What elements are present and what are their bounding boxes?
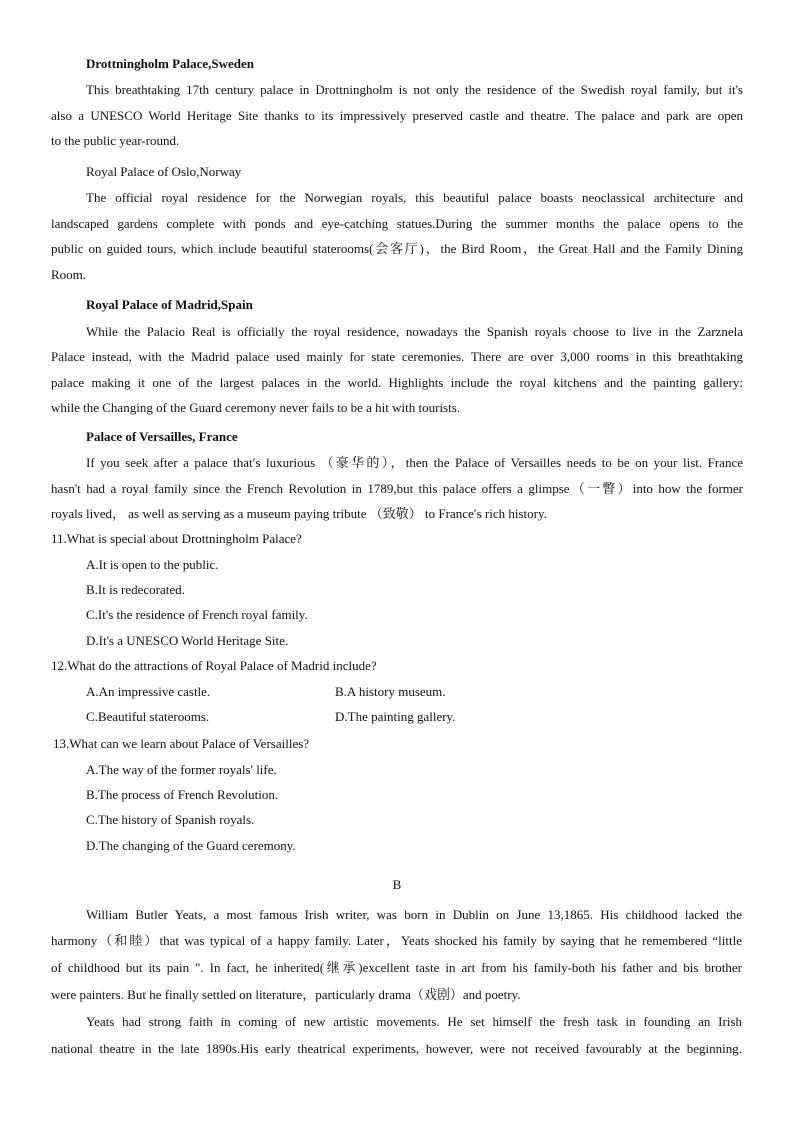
question-12-option-a: A.An impressive castle. <box>86 684 211 699</box>
paragraph-line: were painters. But he finally settled on literature，particularly drama（戏剧）and poetry. <box>51 987 521 1002</box>
heading-madrid: Royal Palace of Madrid,Spain <box>86 297 253 312</box>
paragraph-line: While the Palacio Real is officially the royal residence, nowadays the Spanish royals choose to live in the Zarznela <box>86 324 743 339</box>
question-13-stem: 13.What can we learn about Palace of Versailles? <box>53 736 310 751</box>
question-12-stem: 12.What do the attractions of Royal Palace of Madrid include? <box>51 658 377 673</box>
question-13-option-a: A.The way of the former royals' life. <box>86 762 277 777</box>
question-11-option-d: D.It's a UNESCO World Heritage Site. <box>86 633 289 648</box>
paragraph-line: Yeats had strong faith in coming of new artistic movements. He set himself the fresh task in founding an Irish <box>86 1014 742 1029</box>
question-12-option-c: C.Beautiful staterooms. <box>86 709 210 724</box>
question-13-option-d: D.The changing of the Guard ceremony. <box>86 838 296 853</box>
question-11-option-a: A.It is open to the public. <box>86 557 219 572</box>
question-13-option-b: B.The process of French Revolution. <box>86 787 279 802</box>
paragraph-line: palace making it one of the largest palaces in the world. Highlights include the royal kitchens and the painting gallery: <box>51 375 743 390</box>
paragraph-line: This breathtaking 17th century palace in Drottningholm is not only the residence of the Swedish royal family, but it's <box>86 82 743 97</box>
section-label-b: B <box>392 877 402 892</box>
paragraph-line: If you seek after a palace that′s luxurious （豪华的），then the Palace of Versailles needs to be on your list. France <box>86 455 743 470</box>
paragraph-line: while the Changing of the Guard ceremony never fails to be a hit with tourists. <box>51 400 461 415</box>
question-11-stem: 11.What is special about Drottningholm Palace? <box>51 531 302 546</box>
paragraph-line: hasn't had a royal family since the French Revolution in 1789,but this palace offers a glimpse（一瞥）into how the former <box>51 481 743 496</box>
paragraph-line: Room. <box>51 267 87 282</box>
paragraph-line: national theatre in the late 1890s.His early theatrical experiments, however, were not received favourably at the beginning. <box>51 1041 742 1056</box>
paragraph-line: to the public year-round. <box>51 133 180 148</box>
paragraph-line: also a UNESCO World Heritage Site thanks to its impressively preserved castle and theatre. The palace and park are open <box>51 108 743 123</box>
question-11-option-b: B.It is redecorated. <box>86 582 185 597</box>
question-12-option-b: B.A history museum. <box>335 684 446 699</box>
question-11-option-c: C.It's the residence of French royal family. <box>86 607 308 622</box>
heading-versailles: Palace of Versailles, France <box>86 429 238 444</box>
paragraph-line: Palace instead, with the Madrid palace used mainly for state ceremonies. There are over 3,000 rooms in this breathtaking <box>51 349 743 364</box>
paragraph-line: William Butler Yeats, a most famous Irish writer, was born in Dublin on June 13,1865. His childhood lacked the <box>86 907 742 922</box>
paragraph-line: public on guided tours, which include beautiful staterooms(会客厅)，the Bird Room，the Great Hall and the Family Dining <box>51 241 743 256</box>
paragraph-line: harmony（和睦）that was typical of a happy family. Later，Yeats shocked his family by saying that he remembered “little <box>51 933 742 948</box>
paragraph-line: landscaped gardens complete with ponds and eye-catching statues.During the summer months the palace opens to the <box>51 216 743 231</box>
heading-oslo: Royal Palace of Oslo,Norway <box>86 164 242 179</box>
heading-drottningholm: Drottningholm Palace,Sweden <box>86 56 255 71</box>
paragraph-line: The official royal residence for the Norwegian royals, this beautiful palace boasts neoclassical architecture and <box>86 190 743 205</box>
paragraph-line: royals lived， as well as serving as a museum paying tribute （致敬） to France′s rich history. <box>51 506 547 521</box>
paragraph-line: of childhood but its pain ". In fact, he inherited(继承)excellent taste in art from his family-both his father and bis brother <box>51 960 742 975</box>
question-12-option-d: D.The painting gallery. <box>335 709 456 724</box>
question-13-option-c: C.The history of Spanish royals. <box>86 812 255 827</box>
